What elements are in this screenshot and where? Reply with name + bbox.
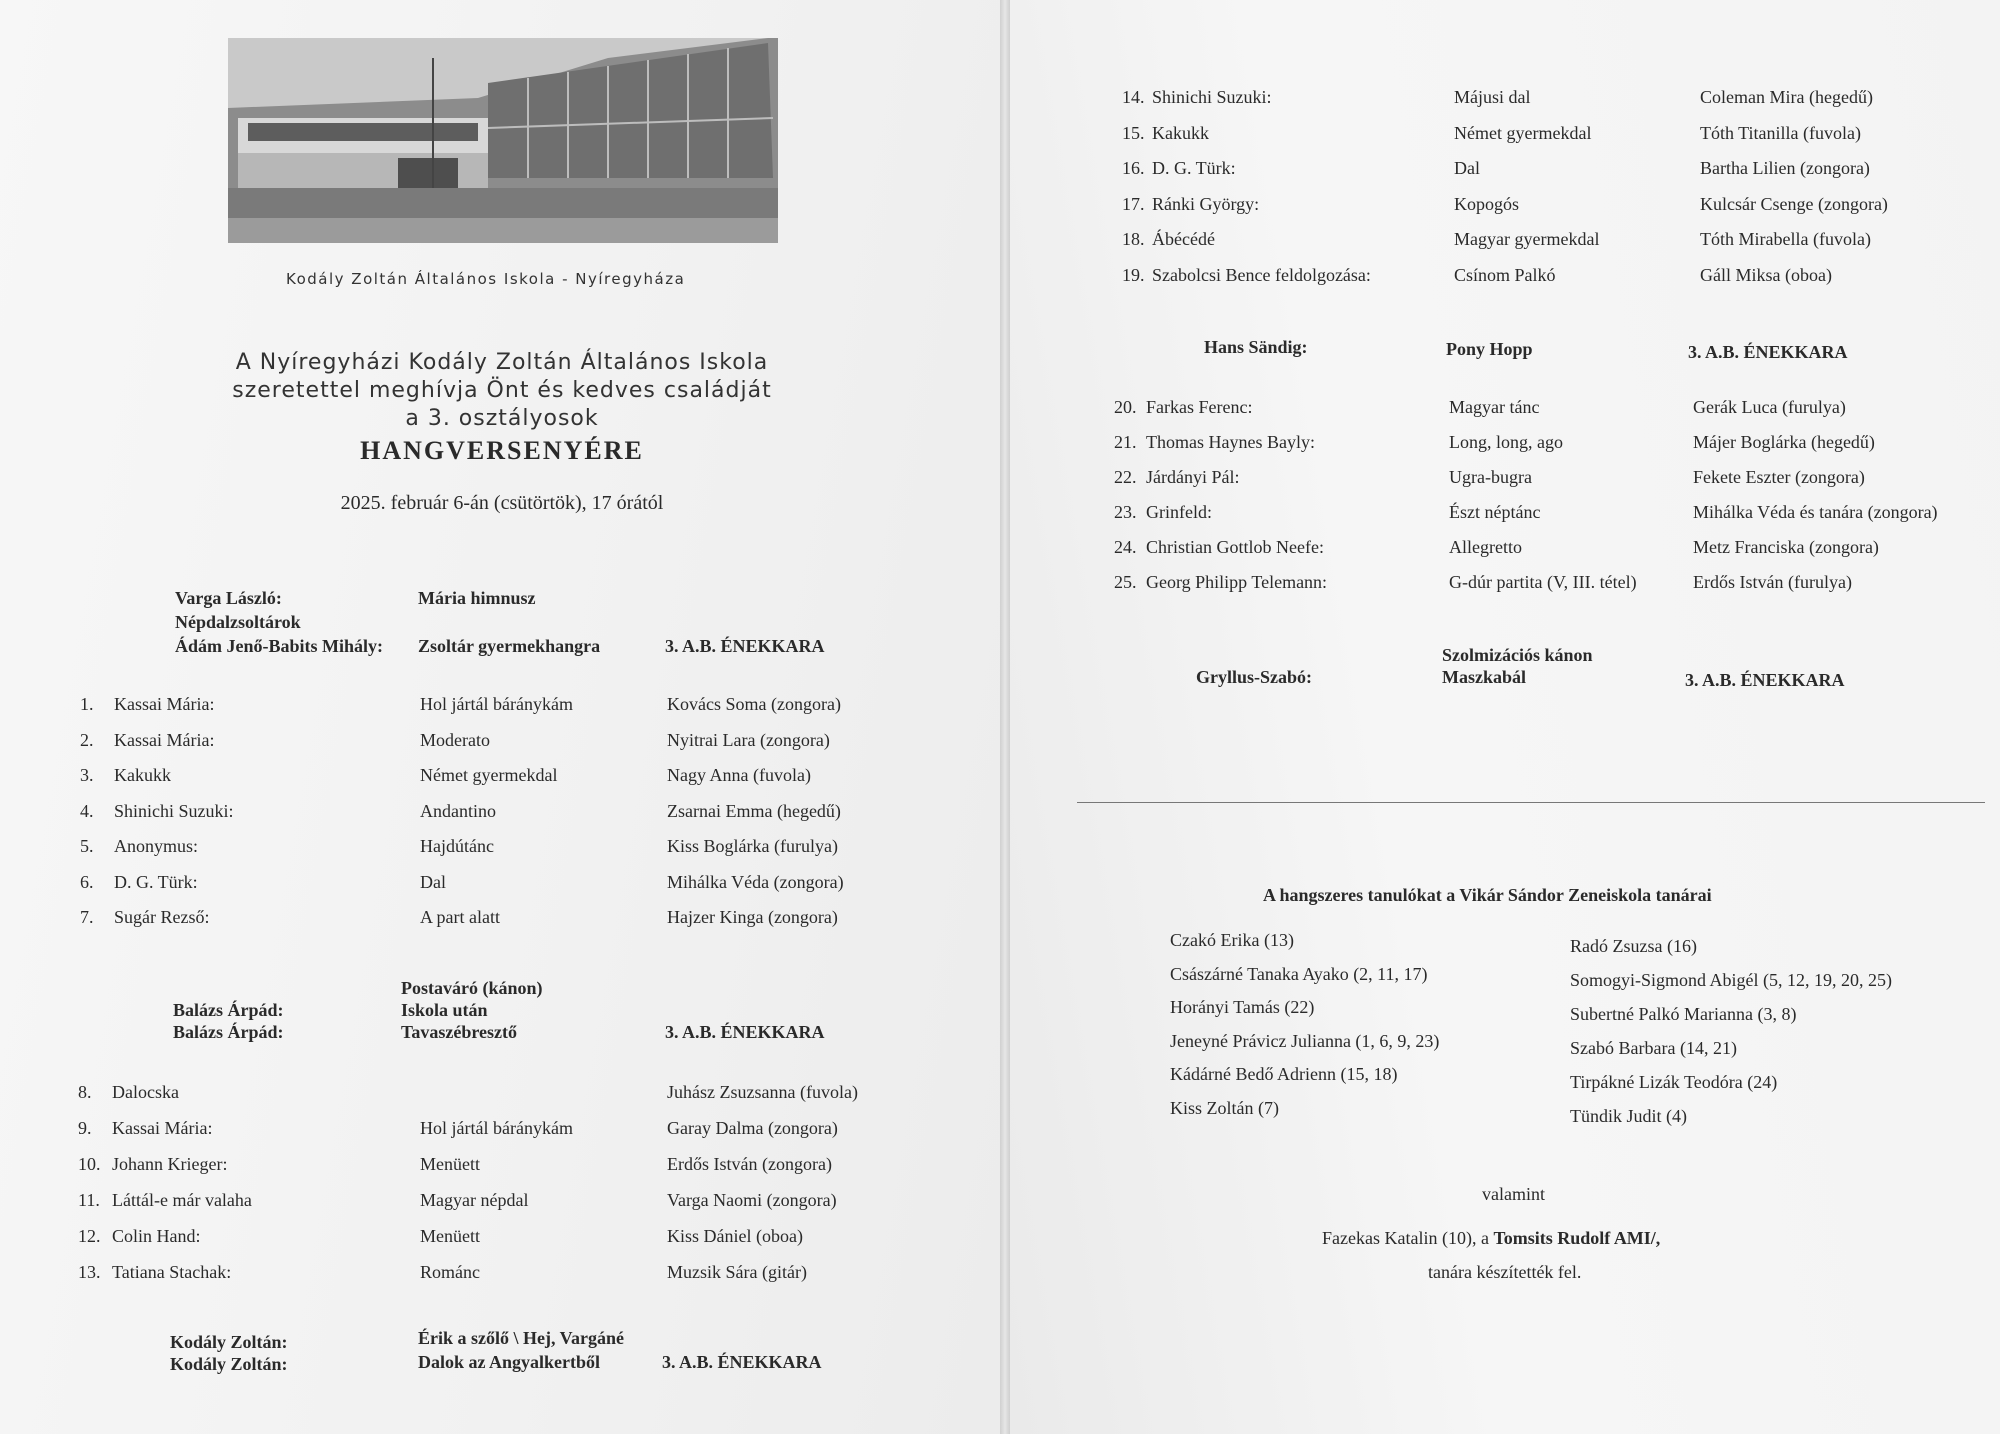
program-composer: Colin Hand:: [112, 1226, 201, 1246]
program-composer: Tatiana Stachak:: [112, 1262, 232, 1282]
footer-line-1-plain: Fazekas Katalin (10), a: [1322, 1228, 1494, 1248]
program-number: 1.: [80, 694, 94, 714]
program-piece: Románc: [420, 1262, 480, 1282]
teacher-entry: Kádárné Bedő Adrienn (15, 18): [1170, 1064, 1398, 1084]
program-composer: Georg Philipp Telemann:: [1146, 572, 1328, 592]
program-piece: Hajdútánc: [420, 836, 494, 856]
program-composer: Johann Krieger:: [112, 1154, 228, 1174]
program-piece: Dal: [1454, 158, 1480, 178]
teacher-entry: Horányi Tamás (22): [1170, 997, 1315, 1017]
footer-line-1: [1322, 1228, 1660, 1249]
program-number: 23.: [1114, 502, 1137, 522]
program-piece: Magyar tánc: [1449, 397, 1540, 417]
program-piece: Menüett: [420, 1226, 480, 1246]
program-piece: Magyar gyermekdal: [1454, 229, 1600, 249]
program-composer: Láttál-e már valaha: [112, 1190, 252, 1210]
program-performer: Gáll Miksa (oboa): [1700, 264, 1832, 285]
choir4-piece: Pony Hopp: [1446, 339, 1533, 359]
program-piece: Magyar népdal: [420, 1190, 529, 1210]
program-number: 22.: [1114, 467, 1137, 487]
footer-line-1-bold: Tomsits Rudolf AMI/,: [1493, 1228, 1661, 1248]
program-composer: Grinfeld:: [1146, 502, 1212, 522]
choir1-piece-3: Zsoltár gyermekhangra: [418, 636, 601, 656]
choir2-piece-1: Postaváró (kánon): [401, 978, 543, 998]
program-number: 15.: [1122, 122, 1145, 143]
program-piece: Májusi dal: [1454, 87, 1531, 107]
program-performer: Nyitrai Lara (zongora): [667, 729, 830, 750]
program-number: 12.: [78, 1226, 101, 1246]
program-piece: Menüett: [420, 1154, 480, 1174]
teacher-entry: Radó Zsuzsa (16): [1570, 936, 1697, 956]
program-number: 16.: [1122, 158, 1145, 178]
program-performer: Coleman Mira (hegedű): [1700, 87, 1873, 107]
school-building-photo: [228, 38, 778, 243]
program-performer: Kiss Boglárka (furulya): [667, 836, 838, 856]
teacher-entry: Somogyi-Sigmond Abigél (5, 12, 19, 20, 25): [1570, 970, 1893, 990]
program-number: 14.: [1122, 87, 1145, 107]
teacher-entry: Császárné Tanaka Ayako (2, 11, 17): [1170, 963, 1428, 984]
teachers-heading: A hangszeres tanulókat a Vikár Sándor Zeneiskola tanárai: [1263, 885, 1712, 905]
program-number: 20.: [1114, 397, 1137, 417]
teacher-entry: Subertné Palkó Marianna (3, 8): [1570, 1004, 1797, 1024]
choir1-composer-1: Varga László:: [175, 588, 282, 608]
program-performer: Mihálka Véda (zongora): [667, 871, 844, 892]
program-performer: Erdős István (furulya): [1693, 572, 1852, 592]
teacher-entry: Jeneyné Právicz Julianna (1, 6, 9, 23): [1170, 1030, 1440, 1051]
choir3-piece-2: Dalok az Angyalkertből: [418, 1352, 601, 1372]
program-performer: Muzsik Sára (gitár): [667, 1262, 807, 1282]
program-number: 18.: [1122, 229, 1145, 249]
program-number: 2.: [80, 729, 94, 750]
choir3-piece-1: Érik a szőlő \ Hej, Vargáné: [418, 1328, 624, 1348]
teacher-entry: Szabó Barbara (14, 21): [1570, 1038, 1737, 1058]
program-composer: Sugár Rezső:: [114, 907, 210, 927]
program-performer: Tóth Mirabella (fuvola): [1700, 229, 1871, 249]
program-piece: Német gyermekdal: [420, 765, 558, 785]
program-performer: Metz Franciska (zongora): [1693, 537, 1879, 557]
choir5-performer: 3. A.B. ÉNEKKARA: [1685, 670, 1845, 690]
program-piece: Német gyermekdal: [1454, 122, 1592, 143]
program-composer: Shinichi Suzuki:: [1152, 87, 1272, 107]
program-piece: Hol jártál báránykám: [420, 694, 573, 714]
program-number: 9.: [78, 1118, 92, 1138]
choir2-performer: 3. A.B. ÉNEKKARA: [665, 1022, 825, 1042]
program-number: 24.: [1114, 537, 1137, 557]
program-number: 10.: [78, 1154, 101, 1174]
program-piece: Dal: [420, 871, 446, 892]
program-performer: Tóth Titanilla (fuvola): [1700, 122, 1861, 143]
program-number: 13.: [78, 1262, 101, 1282]
program-number: 21.: [1114, 432, 1137, 452]
choir5-piece-2: Maszkabál: [1442, 667, 1527, 687]
program-composer: Anonymus:: [114, 836, 199, 856]
choir5-piece-1: Szolmizációs kánon: [1442, 645, 1593, 665]
program-piece: Allegretto: [1449, 537, 1522, 557]
program-performer: Kiss Dániel (oboa): [667, 1226, 803, 1246]
program-piece: G-dúr partita (V, III. tétel): [1449, 572, 1637, 592]
concert-date: 2025. február 6-án (csütörtök), 17 órától: [340, 492, 664, 514]
program-number: 8.: [78, 1082, 92, 1102]
program-number: 19.: [1122, 264, 1145, 285]
program-performer: Varga Naomi (zongora): [667, 1190, 837, 1210]
program-number: 5.: [80, 836, 94, 856]
teacher-entry: Kiss Zoltán (7): [1170, 1097, 1279, 1118]
choir1-performer: 3. A.B. ÉNEKKARA: [665, 636, 825, 656]
section-divider: [1077, 802, 1985, 803]
choir3-performer: 3. A.B. ÉNEKKARA: [662, 1352, 822, 1372]
intro-line-2: szeretettel meghívja Önt és kedves családját: [232, 378, 772, 403]
program-composer: Kassai Mária:: [112, 1118, 213, 1138]
program-composer: D. G. Türk:: [114, 871, 198, 892]
page-title: HANGVERSENYÉRE: [360, 436, 644, 465]
choir2-piece-2: Iskola után: [401, 1000, 488, 1020]
program-piece: Moderato: [420, 729, 490, 750]
choir4-performer: 3. A.B. ÉNEKKARA: [1688, 342, 1848, 362]
choir1-composer-3: Ádám Jenő-Babits Mihály:: [175, 636, 384, 656]
program-composer: Thomas Haynes Bayly:: [1146, 432, 1315, 452]
teacher-entry: Czakó Erika (13): [1170, 930, 1294, 950]
program-composer: Kassai Mária:: [114, 729, 215, 750]
program-composer: Shinichi Suzuki:: [114, 800, 234, 821]
program-performer: Fekete Eszter (zongora): [1693, 467, 1865, 487]
choir4-composer: Hans Sändig:: [1204, 337, 1308, 357]
page-fold: [1000, 0, 1010, 1434]
choir2-composer-3: Balázs Árpád:: [173, 1022, 284, 1042]
program-piece: Kopogós: [1454, 193, 1520, 214]
program-performer: Juhász Zsuzsanna (fuvola): [667, 1082, 858, 1102]
program-performer: Bartha Lilien (zongora): [1700, 158, 1870, 178]
program-piece: Észt néptánc: [1449, 502, 1541, 522]
program-composer: Szabolcsi Bence feldolgozása:: [1152, 264, 1371, 285]
teacher-entry: Tirpákné Lizák Teodóra (24): [1570, 1072, 1778, 1092]
program-number: 4.: [80, 800, 94, 821]
choir1-composer-2: Népdalzsoltárok: [175, 612, 301, 632]
choir3-composer-2: Kodály Zoltán:: [170, 1354, 288, 1374]
program-number: 6.: [80, 871, 94, 892]
program-performer: Mihálka Véda és tanára (zongora): [1693, 502, 1938, 522]
choir5-composer: Gryllus-Szabó:: [1196, 667, 1313, 687]
teacher-entry: Tündik Judit (4): [1570, 1106, 1687, 1126]
program-piece: Andantino: [420, 800, 496, 821]
program-composer: Kakukk: [1152, 122, 1209, 143]
program-composer: Járdányi Pál:: [1146, 467, 1240, 487]
program-number: 25.: [1114, 572, 1137, 592]
choir2-composer-2: Balázs Árpád:: [173, 1000, 284, 1020]
intro-line-1: A Nyíregyházi Kodály Zoltán Általános Iskola: [235, 350, 769, 375]
program-performer: Zsarnai Emma (hegedű): [667, 800, 841, 821]
choir2-piece-3: Tavaszébresztő: [401, 1022, 517, 1042]
program-number: 3.: [80, 765, 94, 785]
program-performer: Májer Boglárka (hegedű): [1693, 432, 1875, 452]
program-performer: Hajzer Kinga (zongora): [667, 907, 838, 927]
program-composer: Christian Gottlob Neefe:: [1146, 537, 1324, 557]
right-page: [1010, 0, 2000, 1434]
program-performer: Kovács Soma (zongora): [667, 694, 841, 714]
program-performer: Nagy Anna (fuvola): [667, 765, 811, 785]
program-number: 7.: [80, 907, 94, 927]
program-piece: Hol jártál báránykám: [420, 1118, 573, 1138]
intro-line-3: a 3. osztályosok: [405, 406, 599, 431]
program-performer: Garay Dalma (zongora): [667, 1118, 838, 1138]
choir3-composer-1: Kodály Zoltán:: [170, 1332, 288, 1352]
program-composer: Kakukk: [114, 765, 171, 785]
program-number: 11.: [78, 1190, 100, 1210]
program-performer: Gerák Luca (furulya): [1693, 397, 1846, 417]
program-piece: A part alatt: [420, 907, 500, 927]
program-composer: Ábécédé: [1152, 229, 1215, 249]
program-composer: Farkas Ferenc:: [1146, 397, 1253, 417]
program-piece: Ugra-bugra: [1449, 467, 1532, 487]
program-composer: D. G. Türk:: [1152, 158, 1236, 178]
school-caption: Kodály Zoltán Általános Iskola - Nyíregyháza: [286, 270, 686, 288]
program-piece: Csínom Palkó: [1454, 264, 1556, 285]
valamint-text: valamint: [1482, 1184, 1545, 1204]
program-composer: Ránki György:: [1152, 193, 1260, 214]
program-performer: Kulcsár Csenge (zongora): [1700, 193, 1888, 214]
program-composer: Kassai Mária:: [114, 694, 215, 714]
choir1-piece-1: Mária himnusz: [418, 588, 536, 608]
program-piece: Long, long, ago: [1449, 432, 1563, 452]
program-number: 17.: [1122, 193, 1145, 214]
footer-line-2: tanára készítették fel.: [1428, 1262, 1582, 1282]
program-performer: Erdős István (zongora): [667, 1154, 832, 1174]
program-composer: Dalocska: [112, 1082, 179, 1102]
